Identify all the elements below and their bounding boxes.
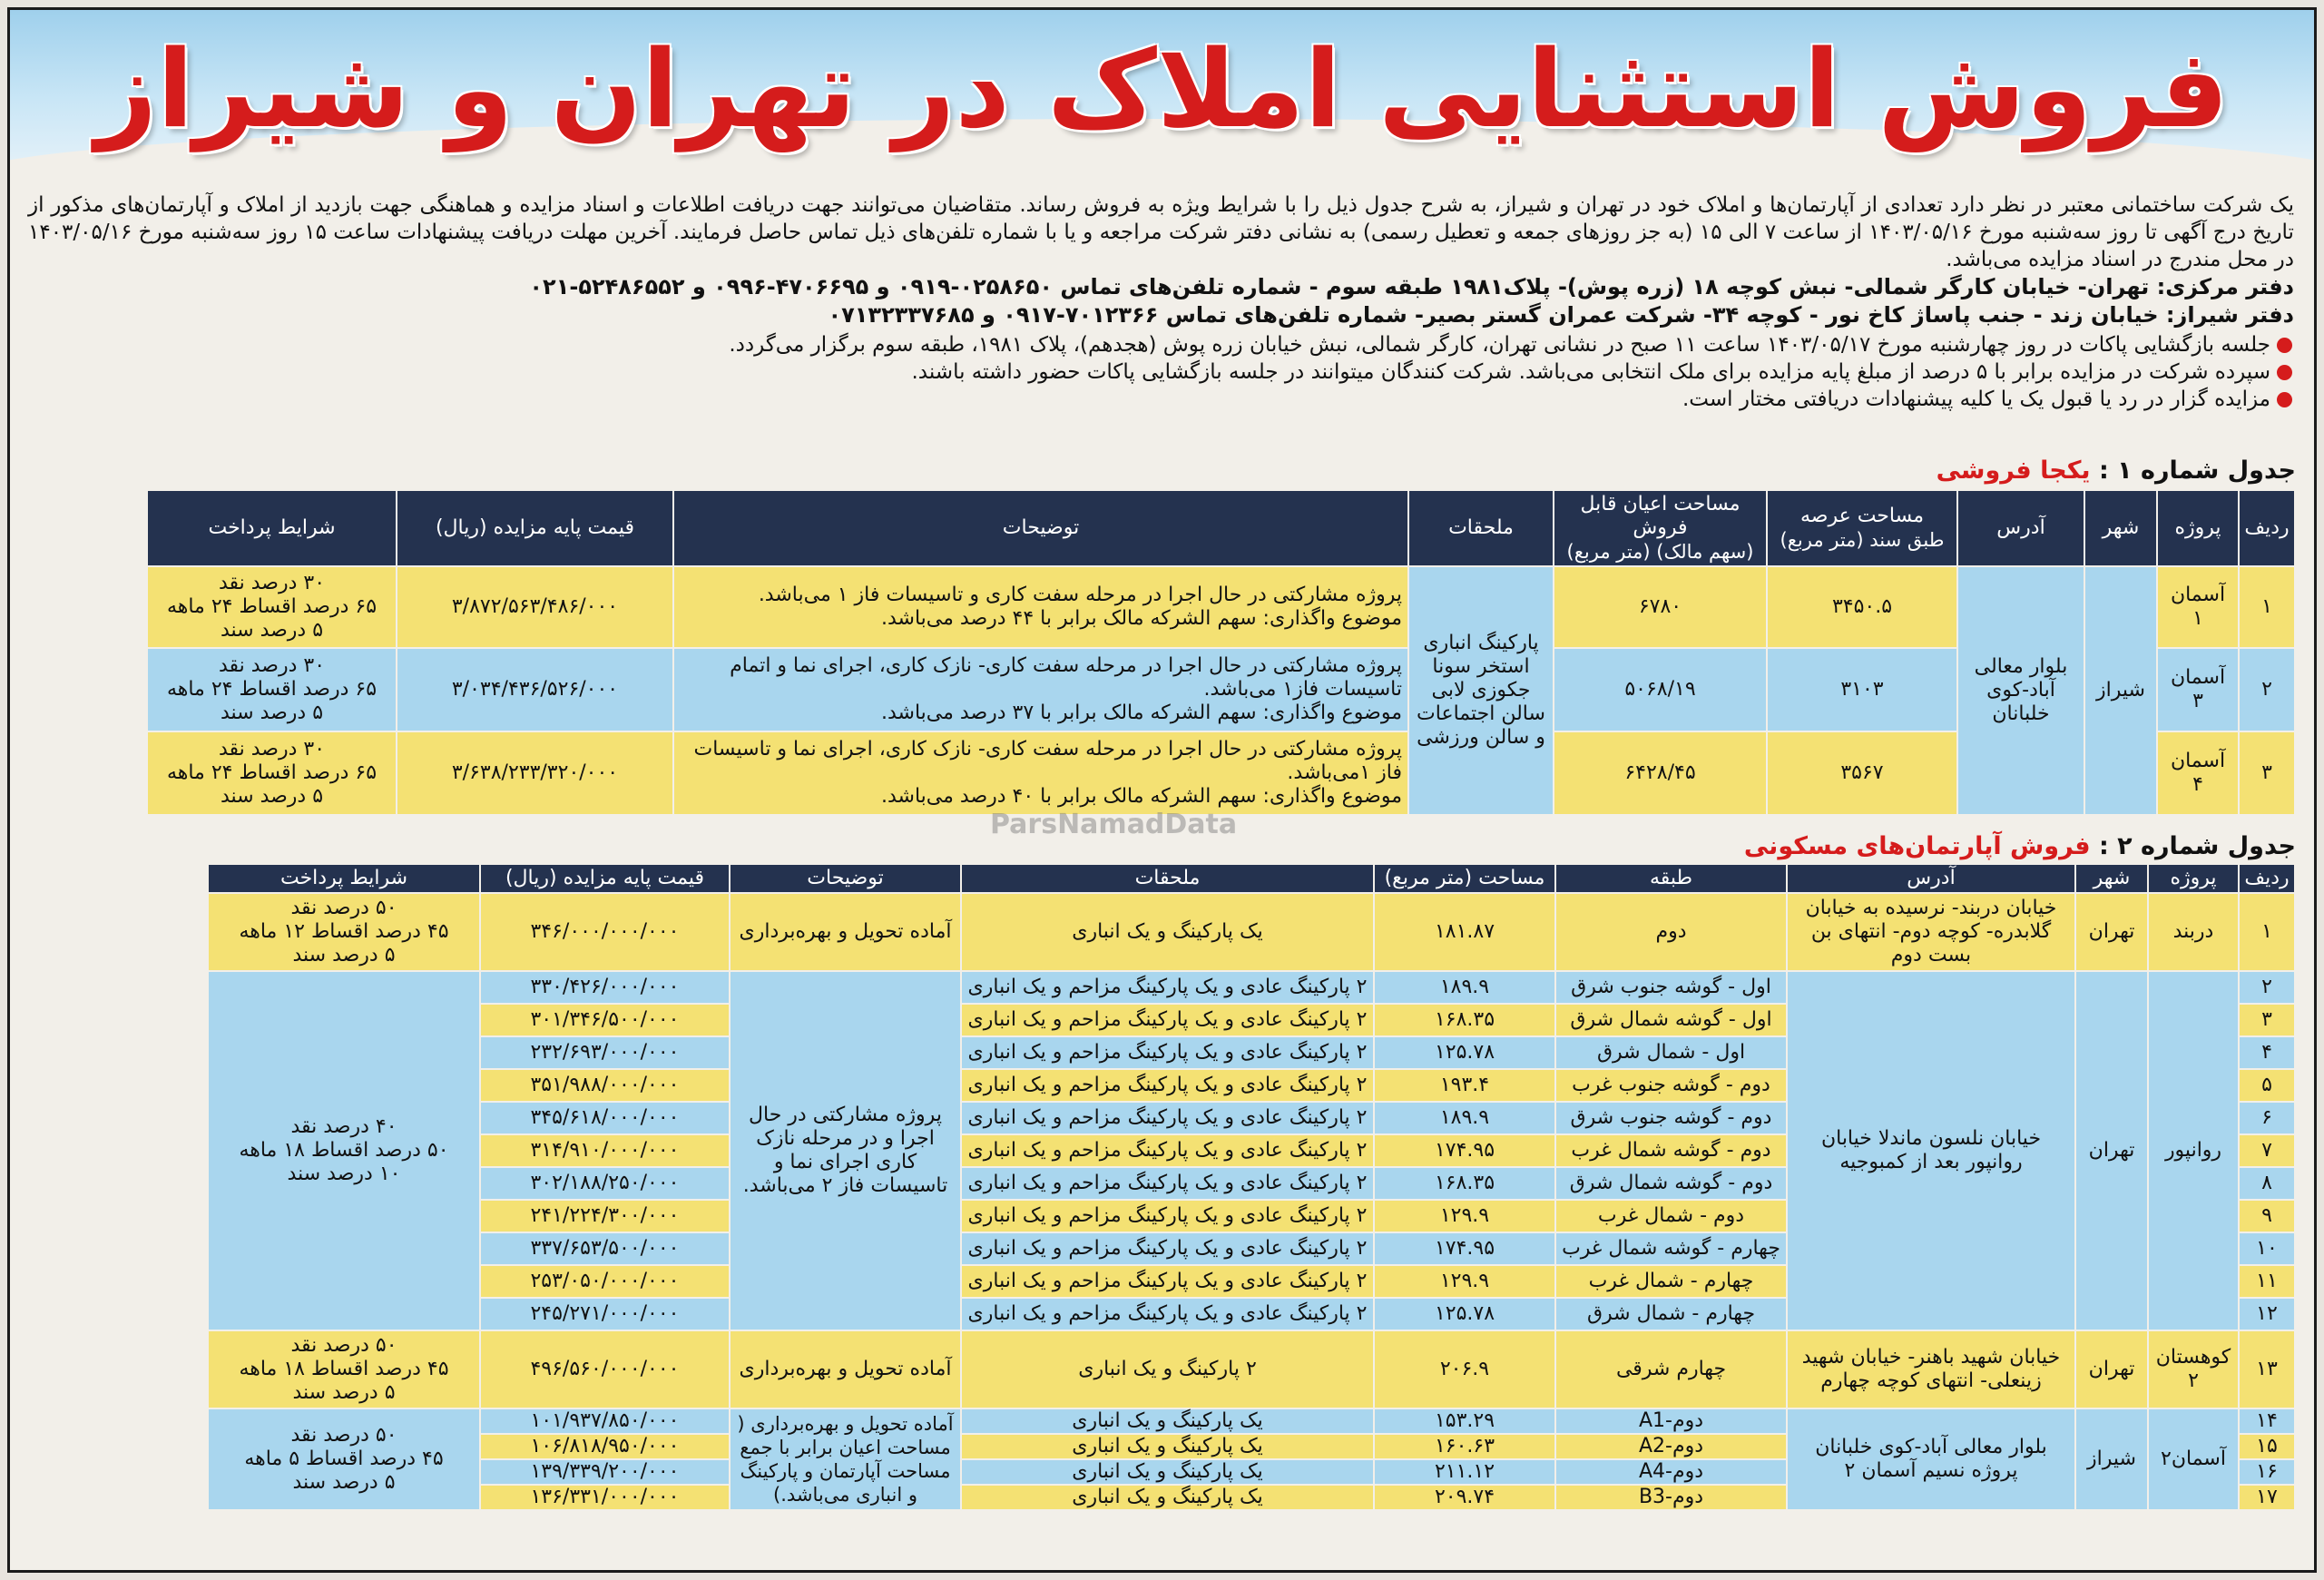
col-description: توضیحات (730, 864, 961, 893)
col-payment-terms: شرایط پرداخت (147, 490, 397, 566)
table1-title: جدول شماره ۱ : یکجا فروشی (1936, 456, 2296, 485)
table-row: ۱۷ دوم-B3 ۲۰۹.۷۴ یک پارکینگ و یک انباری ۱۳۶/۳۳۱/۰۰۰/۰۰۰ (208, 1485, 2295, 1510)
project-cell: آسمان۲ (2148, 1408, 2239, 1510)
office-central: دفتر مرکزی: تهران- خیابان کارگر شمالی- نبش کوچه ۱۸ (زره پوش)- پلاک۱۹۸۱ طبقه سوم - شماره تلفن‌های تماس ۰۲۵۸۶۵۰-۰۹۱۹ و ۴۷۰۶۶۹۵-۰۹۹۶ و ۵۲۴۸۶۵۵۲-۰۲۱ (529, 274, 2294, 299)
col-row: ردیف (2239, 490, 2295, 566)
col-land-area: مساحت عرصه طبق سند (متر مربع) (1767, 490, 1957, 566)
table-row: ۱۳ کوهستان ۲ تهران خیابان شهید باهنر- خیابان شهید زینعلی- انتهای کوچه چهارم چهارم شرقی ۲۰۶.۹ ۲ پارکینگ و یک انباری آماده تحویل و بهره‌برداری ۴۹۶/۵۶۰/۰۰۰/۰۰۰ ۵۰ درصد نقد ۴۵ درصد اقساط ۱۸ ماهه ۵ درصد سند (208, 1330, 2295, 1408)
note-item: جلسه بازگشایی پاکات در روز چهارشنبه مورخ ۱۴۰۳/۰۵/۱۷ ساعت ۱۱ صبح در نشانی تهران، کارگر شمالی، نبش خیابان زره پوش (هجدهم)، پلاک ۱۹۸۱، طبقه سوم برگزار می‌گردد. (28, 331, 2294, 358)
table-row: ۱۰ چهارم - گوشه شمال غرب ۱۷۴.۹۵ ۲ پارکینگ عادی و یک پارکینگ مزاحم و یک انباری ۳۳۷/۶۵۳/۵۰۰/۰۰۰ (208, 1232, 2295, 1265)
title-banner (10, 10, 2314, 173)
bullet-dot-icon (2277, 338, 2292, 353)
table-row: ۳ آسمان ۴ ۳۵۶۷ ۶۴۲۸/۴۵ پروژه مشارکتی در حال اجرا در مرحله سفت کاری- نازک کاری، اجرای نما و تاسیسات فاز ۱می‌باشد. موضوع واگذاری: سهم الشرکه مالک برابر با ۴۰ درصد می‌باشد. ۳/۶۳۸/۲۳۳/۳۲۰/۰۰۰ ۳۰ درصد نقد ۶۵ درصد اقساط ۲۴ ماهه ۵ درصد سند (147, 731, 2295, 815)
table-row: ۵ دوم - گوشه جنوب غرب ۱۹۳.۴ ۲ پارکینگ عادی و یک پارکینگ مزاحم و یک انباری ۳۵۱/۹۸۸/۰۰۰/۰۰۰ (208, 1069, 2295, 1102)
address-cell: خیابان نلسون ماندلا خیابان روانپور بعد از کمبوجیه (1787, 971, 2075, 1330)
city-cell: شیراز (2084, 566, 2157, 815)
advertisement-page (7, 7, 2317, 1573)
table1-header-row (147, 490, 2295, 566)
note-item: مزایده گزار در رد یا قبول یک یا کلیه پیشنهادات دریافتی مختار است. (28, 386, 2294, 413)
col-area: مساحت (متر مربع) (1374, 864, 1555, 893)
table-row: ۴ اول - شمال شرق ۱۲۵.۷۸ ۲ پارکینگ عادی و یک پارکینگ مزاحم و یک انباری ۲۳۲/۶۹۳/۰۰۰/۰۰۰ (208, 1036, 2295, 1069)
description-cell: آماده تحویل و بهره‌برداری ( مساحت اعیان برابر با جمع مساحت آپارتمان و پارکینگ و انباری می‌باشد.) (730, 1408, 961, 1510)
bullet-dot-icon (2277, 365, 2292, 380)
col-address: آدرس (1957, 490, 2084, 566)
col-base-price: قیمت پایه مزایده (ریال) (480, 864, 730, 893)
table-row: ۱۶ دوم-A4 ۲۱۱.۱۲ یک پارکینگ و یک انباری ۱۳۹/۳۳۹/۲۰۰/۰۰۰ (208, 1459, 2295, 1485)
col-annex: ملحقات (961, 864, 1374, 893)
col-city: شهر (2075, 864, 2148, 893)
table-row: ۱ دربند تهران خیابان دربند- نرسیده به خیابان گلابدره- کوچه دوم- انتهای بن بست دوم دوم ۱۸۱.۸۷ یک پارکینگ و یک انباری آماده تحویل و بهره‌برداری ۳۴۶/۰۰۰/۰۰۰/۰۰۰ ۵۰ درصد نقد ۴۵ درصد اقساط ۱۲ ماهه ۵ درصد سند (208, 893, 2295, 971)
col-project: پروژه (2157, 490, 2239, 566)
col-sellable-area: مساحت اعیان قابل فروش (سهم مالک) (متر مربع) (1554, 490, 1767, 566)
table-row: ۱۵ دوم-A2 ۱۶۰.۶۳ یک پارکینگ و یک انباری ۱۰۶/۸۱۸/۹۵۰/۰۰۰ (208, 1434, 2295, 1459)
table-row: ۱ آسمان ۱ شیراز بلوار معالی آباد-کوی خلبانان ۳۴۵۰.۵ ۶۷۸۰ پارکینگ انباری استخر سونا جکوزی لابی سالن اجتماعات و سالن ورزشی پروژه مشارکتی در حال اجرا در مرحله سفت کاری و تاسیسات فاز ۱ می‌باشد. موضوع واگذاری: سهم الشرکه مالک برابر با ۴۴ درصد می‌باشد. ۳/۸۷۲/۵۶۳/۴۸۶/۰۰۰ ۳۰ درصد نقد ۶۵ درصد اقساط ۲۴ ماهه ۵ درصد سند (147, 566, 2295, 648)
terms-cell: ۴۰ درصد نقد ۵۰ درصد اقساط ۱۸ ماهه ۱۰ درصد سند (208, 971, 480, 1330)
col-annex: ملحقات (1408, 490, 1554, 566)
address-cell: بلوار معالی آباد-کوی خلبانان پروژه نسیم آسمان ۲ (1787, 1408, 2075, 1510)
table-row: ۹ دوم - شمال غرب ۱۲۹.۹ ۲ پارکینگ عادی و یک پارکینگ مزاحم و یک انباری ۲۴۱/۲۲۴/۳۰۰/۰۰۰ (208, 1200, 2295, 1232)
description-cell: پروژه مشارکتی در حال اجرا و در مرحله نازک کاری اجرای نما و تاسیسات فاز ۲ می‌باشد. (730, 971, 961, 1330)
annex-cell: پارکینگ انباری استخر سونا جکوزی لابی سالن اجتماعات و سالن ورزشی (1408, 566, 1554, 815)
table-row: ۶ دوم - گوشه جنوب شرق ۱۸۹.۹ ۲ پارکینگ عادی و یک پارکینگ مزاحم و یک انباری ۳۴۵/۶۱۸/۰۰۰/۰۰۰ (208, 1102, 2295, 1134)
col-payment-terms: شرایط پرداخت (208, 864, 480, 893)
col-address: آدرس (1787, 864, 2075, 893)
table2-header-row (208, 864, 2295, 893)
city-cell: تهران (2075, 971, 2148, 1330)
project-cell: روانپور (2148, 971, 2239, 1330)
table-row: ۲ آسمان ۳ ۳۱۰۳ ۵۰۶۸/۱۹ پروژه مشارکتی در حال اجرا در مرحله سفت کاری- نازک کاری، اجرای نما و اتمام تاسیسات فاز۱ می‌باشد. موضوع واگذاری: سهم الشرکه مالک برابر با ۳۷ درصد می‌باشد. ۳/۰۳۴/۴۳۶/۵۲۶/۰۰۰ ۳۰ درصد نقد ۶۵ درصد اقساط ۲۴ ماهه ۵ درصد سند (147, 648, 2295, 731)
bulk-sale-table (146, 489, 2296, 816)
col-project: پروژه (2148, 864, 2239, 893)
office-shiraz: دفتر شیراز: خیابان زند - جنب پاساژ کاخ نور - کوچه ۳۴- شرکت عمران گستر بصیر- شماره تلفن‌های تماس ۷۰۱۲۳۶۶-۰۹۱۷ و ۰۷۱۳۲۳۳۷۶۸۵ (828, 302, 2294, 328)
col-floor: طبقه (1555, 864, 1787, 893)
intro-section (28, 191, 2294, 413)
col-base-price: قیمت پایه مزایده (ریال) (397, 490, 673, 566)
table-row: ۱۲ چهارم - شمال شرق ۱۲۵.۷۸ ۲ پارکینگ عادی و یک پارکینگ مزاحم و یک انباری ۲۴۵/۲۷۱/۰۰۰/۰۰۰ (208, 1298, 2295, 1330)
page-title: فروش استثنایی املاک در تهران و شیراز (95, 26, 2229, 152)
note-item: سپرده شرکت در مزایده برابر با ۵ درصد از مبلغ پایه مزایده برای ملک انتخابی می‌باشد. شرکت کنندگان میتوانند در جلسه بازگشایی پاکات حضور داشته باشند. (28, 358, 2294, 386)
apartment-sale-table (207, 863, 2296, 1511)
notes-list (28, 331, 2294, 413)
col-description: توضیحات (673, 490, 1408, 566)
terms-cell: ۵۰ درصد نقد ۴۵ درصد اقساط ۵ ماهه ۵ درصد سند (208, 1408, 480, 1510)
watermark-text: ParsNamadData (990, 809, 1238, 840)
col-row: ردیف (2239, 864, 2295, 893)
table-row: ۱۴ آسمان۲ شیراز بلوار معالی آباد-کوی خلبانان پروژه نسیم آسمان ۲ دوم-A1 ۱۵۳.۲۹ یک پارکینگ و یک انباری آماده تحویل و بهره‌برداری ( مساحت اعیان برابر با جمع مساحت آپارتمان و پارکینگ و انباری می‌باشد.) ۱۰۱/۹۳۷/۸۵۰/۰۰۰ ۵۰ درصد نقد ۴۵ درصد اقساط ۵ ماهه ۵ درصد سند (208, 1408, 2295, 1434)
city-cell: شیراز (2075, 1408, 2148, 1510)
table2-title: جدول شماره ۲ : فروش آپارتمان‌های مسکونی (1743, 832, 2296, 860)
table-row: ۸ دوم - گوشه شمال شرق ۱۶۸.۳۵ ۲ پارکینگ عادی و یک پارکینگ مزاحم و یک انباری ۳۰۲/۱۸۸/۲۵۰/۰۰۰ (208, 1167, 2295, 1200)
col-city: شهر (2084, 490, 2157, 566)
table-row: ۳ اول - گوشه شمال شرق ۱۶۸.۳۵ ۲ پارکینگ عادی و یک پارکینگ مزاحم و یک انباری ۳۰۱/۳۴۶/۵۰۰/۰۰۰ (208, 1004, 2295, 1036)
intro-paragraph: یک شرکت ساختمانی معتبر در نظر دارد تعدادی از آپارتمان‌ها و املاک خود در تهران و شیراز، به شرح جدول ذیل را با شرایط ویژه به فروش رساند. متقاضیان می‌توانند جهت دریافت اطلاعات و اسناد مزایده و هماهنگی جهت بازدید از املاک و آپارتمان‌های مذکور از تاریخ درج آگهی تا روز سه‌شنبه مورخ ۱۴۰۳/۰۵/۱۶ از ساعت ۷ الی ۱۵ (به جز روزهای جمعه و تعطیل رسمی) به نشانی دفتر شرکت مراجعه و یا با شماره تلفن‌های ذیل تماس حاصل فرمایند. آخرین مهلت دریافت پیشنهادات ساعت ۱۵ روز سه‌شنبه مورخ ۱۴۰۳/۰۵/۱۶ در محل مندرج در اسناد مزایده می‌باشد. (28, 193, 2294, 271)
table-row: ۱۱ چهارم - شمال غرب ۱۲۹.۹ ۲ پارکینگ عادی و یک پارکینگ مزاحم و یک انباری ۲۵۳/۰۵۰/۰۰۰/۰۰۰ (208, 1265, 2295, 1298)
bullet-dot-icon (2277, 392, 2292, 407)
address-cell: بلوار معالی آباد-کوی خلبانان (1957, 566, 2084, 815)
table-row: ۷ دوم - گوشه شمال غرب ۱۷۴.۹۵ ۲ پارکینگ عادی و یک پارکینگ مزاحم و یک انباری ۳۱۴/۹۱۰/۰۰۰/۰۰۰ (208, 1134, 2295, 1167)
table-row: ۲ روانپور تهران خیابان نلسون ماندلا خیابان روانپور بعد از کمبوجیه اول - گوشه جنوب شرق ۱۸۹.۹ ۲ پارکینگ عادی و یک پارکینگ مزاحم و یک انباری پروژه مشارکتی در حال اجرا و در مرحله نازک کاری اجرای نما و تاسیسات فاز ۲ می‌باشد. ۳۳۰/۴۲۶/۰۰۰/۰۰۰ ۴۰ درصد نقد ۵۰ درصد اقساط ۱۸ ماهه ۱۰ درصد سند (208, 971, 2295, 1004)
